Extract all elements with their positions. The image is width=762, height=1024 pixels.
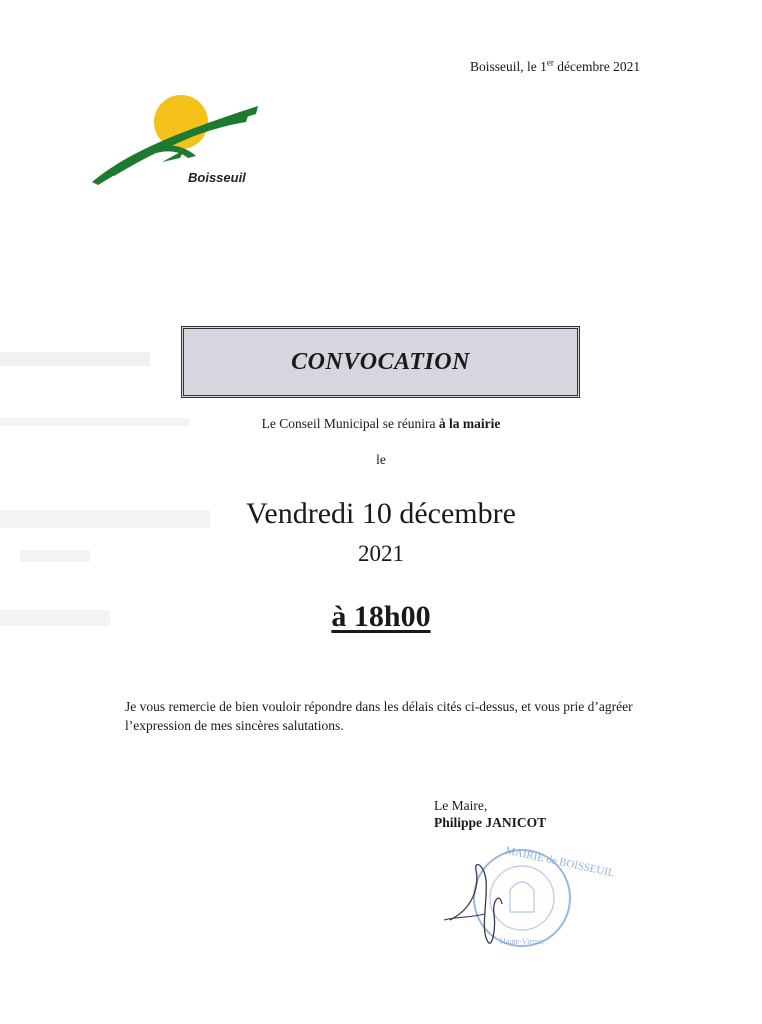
handwritten-signature	[450, 865, 502, 944]
meeting-time: à 18h00	[331, 600, 431, 633]
signature-title: Le Maire,	[434, 798, 488, 813]
meeting-day: Vendredi 10 décembre	[246, 497, 516, 530]
title-box	[181, 326, 580, 398]
meeting-year: 2021	[358, 541, 404, 566]
meeting-place-line: Le Conseil Municipal se réunira à la mairie	[261, 416, 501, 431]
le-line: le	[376, 452, 386, 467]
mairie-stamp	[440, 830, 616, 960]
logo-text: Boisseuil	[188, 170, 246, 185]
stamp-bottom-text: Haute-Vienne	[500, 937, 545, 946]
page-title: CONVOCATION	[291, 348, 470, 375]
stamp-top-text: MAIRIE de BOISSEUIL	[504, 844, 616, 880]
closing-paragraph: Je vous remercie de bien vouloir répondre dans les délais cités ci-dessus, et vous prie d’agréer l’expression de mes sincères salutations.	[125, 699, 633, 733]
signature-name: Philippe JANICOT	[434, 815, 547, 830]
dateline: Boisseuil, le 1er décembre 2021	[470, 57, 641, 74]
